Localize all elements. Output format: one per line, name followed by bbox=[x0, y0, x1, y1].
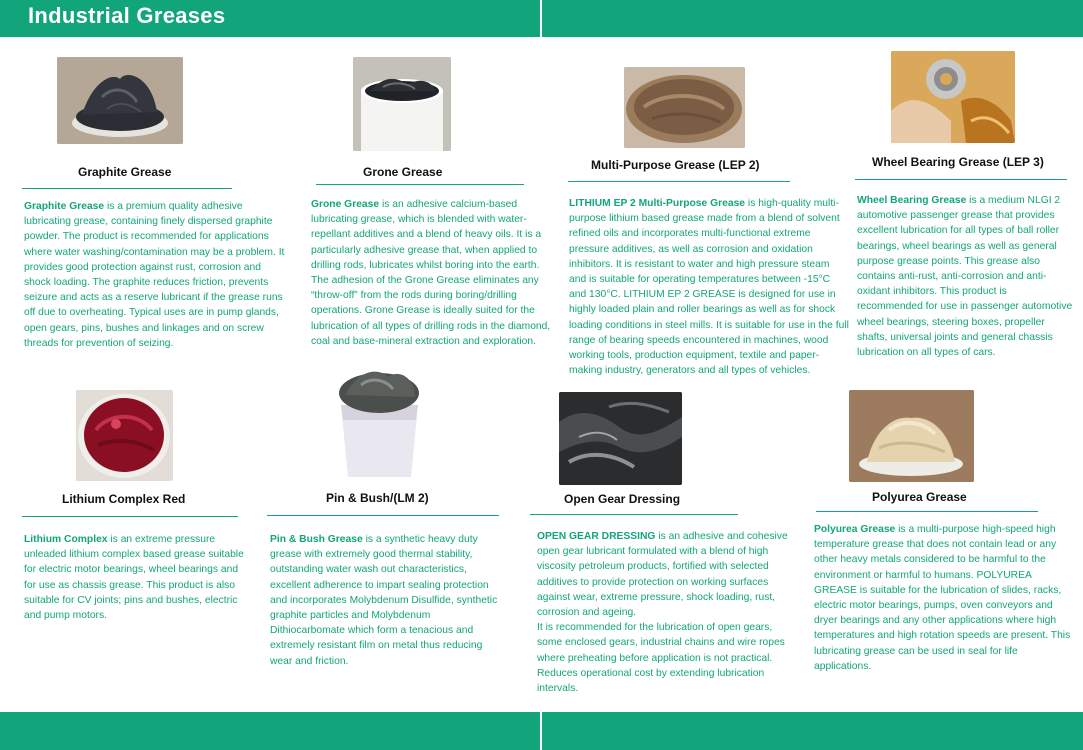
product-name: Graphite Grease bbox=[78, 165, 172, 179]
divider-rule bbox=[855, 179, 1067, 180]
grone-grease-image bbox=[353, 57, 451, 151]
divider-rule bbox=[816, 511, 1038, 512]
divider-rule bbox=[22, 188, 232, 189]
header-bar bbox=[0, 0, 1083, 37]
description-lead: OPEN GEAR DRESSING bbox=[537, 531, 656, 542]
product-description bbox=[537, 529, 797, 696]
description-lead: Wheel Bearing Grease bbox=[857, 195, 967, 206]
product-description bbox=[270, 532, 506, 669]
pin-bush-grease-image bbox=[333, 365, 426, 482]
product-name: Grone Grease bbox=[363, 165, 443, 179]
product-name: Open Gear Dressing bbox=[564, 492, 681, 506]
divider-rule bbox=[22, 516, 238, 517]
description-body: is an adhesive and cohesive open gear lubricant formulated with a blend of high viscosity petroleum products, fortified with selected additives to provide protection on working surfaces against wear, extreme pressure, shock loading, rust, corrosion and ageing. bbox=[537, 531, 788, 619]
product-description bbox=[569, 196, 849, 378]
divider-rule bbox=[316, 184, 524, 185]
description-lead: Polyurea Grease bbox=[814, 524, 896, 535]
header-divider bbox=[540, 0, 542, 37]
description-paragraph: It is recommended for the lubrication of open gears, some enclosed gears, industrial chains and wire ropes where preheating before application is not practical. bbox=[537, 622, 785, 664]
description-lead: Grone Grease bbox=[311, 199, 380, 210]
divider-rule bbox=[568, 181, 790, 182]
product-description bbox=[814, 522, 1076, 674]
product-name: Lithium Complex Red bbox=[62, 492, 186, 506]
description-body: is high-quality multi-purpose lithium based grease made from a blend of solvent refined oils and incorporates multi-functional extreme pressure additives, as well as corrosion and oxidation inhibitors. It is resistant to water and high pressure steam and is suitable for operating temperatures between -15°C and 130°C. LITHIUM EP 2 GREASE is designed for use in highly loaded plain and roller bearings as well as for shock loading conditions in steel mills. It is suitable for use in the full range of bearing speeds encountered in machines, wood working tools, production equipment, textile and paper-making industry, generators and all types of vehicles. bbox=[569, 198, 849, 377]
wheel-bearing-grease-image bbox=[891, 51, 1015, 143]
description-body: is a multi-purpose high-speed high temperature grease that does not contain lead or any other heavy metals considered to be harmful to the environment or harmful to humans. POLYUREA GREASE is suitable for the lubrication of slides, racks, electric motor bearings, pumps, oven conveyors and dryer bearings and any other applications where high temperatures and high rotation speeds are present. This lubricating grease can be used in seal for life applications. bbox=[814, 524, 1071, 672]
description-body: is a synthetic heavy duty grease with extremely good thermal stability, outstanding water wash out characteristics, excellent adherence to impart sealing protection and incorporates Molybdenum Disulfide, synthetic graphite particles and Molybdenum Dithiocarbomate which form a tenacious and extremely resistant film on metal thus reducing wear and friction. bbox=[270, 534, 498, 667]
lithium-complex-red-image bbox=[76, 390, 173, 481]
footer-divider bbox=[540, 712, 542, 750]
product-name: Polyurea Grease bbox=[872, 490, 967, 504]
multi-purpose-grease-image bbox=[624, 67, 745, 148]
description-paragraph: Reduces operational cost by extending lubrication intervals. bbox=[537, 667, 765, 695]
product-description bbox=[857, 193, 1073, 360]
description-body: is a medium NLGI 2 automotive passenger grease that provides excellent lubrication for all types of ball roller bearings, wheel bearings as well as general purpose grease points. This grease also contains anti-rust, anti-corrosion and anti-oxidant inhibitors. This product is recommended for use in passenger automotive wheel bearings, steering boxes, propeller shafts, universal joints and general chassis lubrication on all types of cars. bbox=[857, 195, 1073, 359]
product-description bbox=[24, 532, 244, 623]
description-body: is an extreme pressure unleaded lithium complex based grease suitable for electric motor bearings, wheel bearings and for use as chassis grease. This product is also suitable for CV joints; pins and bushes, electric and pump motors. bbox=[24, 534, 244, 622]
description-body: is a premium quality adhesive lubricating grease, containing finely dispersed graphite powder. The product is recommended for applications where water washing/contamination may be a problem. It provides good protection against rust, corrosion and shock loading. The graphite reduces friction, prevents seizure and acts as a reserve lubricant if the grease runs off due to overheating. Typical uses are in pump glands, open gears, pins, bushes and linkages and on screw threads for prevention of seizing. bbox=[24, 201, 285, 349]
divider-rule bbox=[267, 515, 499, 516]
description-lead: LITHIUM EP 2 Multi-Purpose Grease bbox=[569, 198, 746, 209]
divider-rule bbox=[530, 514, 738, 515]
description-body: is an adhesive calcium-based lubricating grease, which is blended with water-repellant additives and a blend of heavy oils. It is a particularly adhesive grease that, when applied to drilling rods, lubricates whilst boring into the earth. The adhesion of the Grone Grease eliminates any “throw-off” from the rods during boring/drilling operations. Grone Grease is ideally suited for the lubrication of all types of drilling rods in the diamond, coal and base-mineral extraction and exploration. bbox=[311, 199, 551, 347]
polyurea-grease-image bbox=[849, 390, 974, 482]
product-name: Wheel Bearing Grease (LEP 3) bbox=[872, 155, 1044, 169]
product-name: Pin & Bush/(LM 2) bbox=[326, 491, 429, 505]
description-lead: Pin & Bush Grease bbox=[270, 534, 363, 545]
product-description bbox=[24, 199, 288, 351]
product-name: Multi-Purpose Grease (LEP 2) bbox=[591, 158, 760, 172]
footer-bar bbox=[0, 712, 1083, 750]
open-gear-dressing-image bbox=[559, 392, 682, 485]
graphite-grease-image bbox=[57, 57, 183, 144]
product-description bbox=[311, 197, 559, 349]
page-title: Industrial Greases bbox=[28, 3, 226, 28]
description-lead: Graphite Grease bbox=[24, 201, 105, 212]
description-lead: Lithium Complex bbox=[24, 534, 108, 545]
